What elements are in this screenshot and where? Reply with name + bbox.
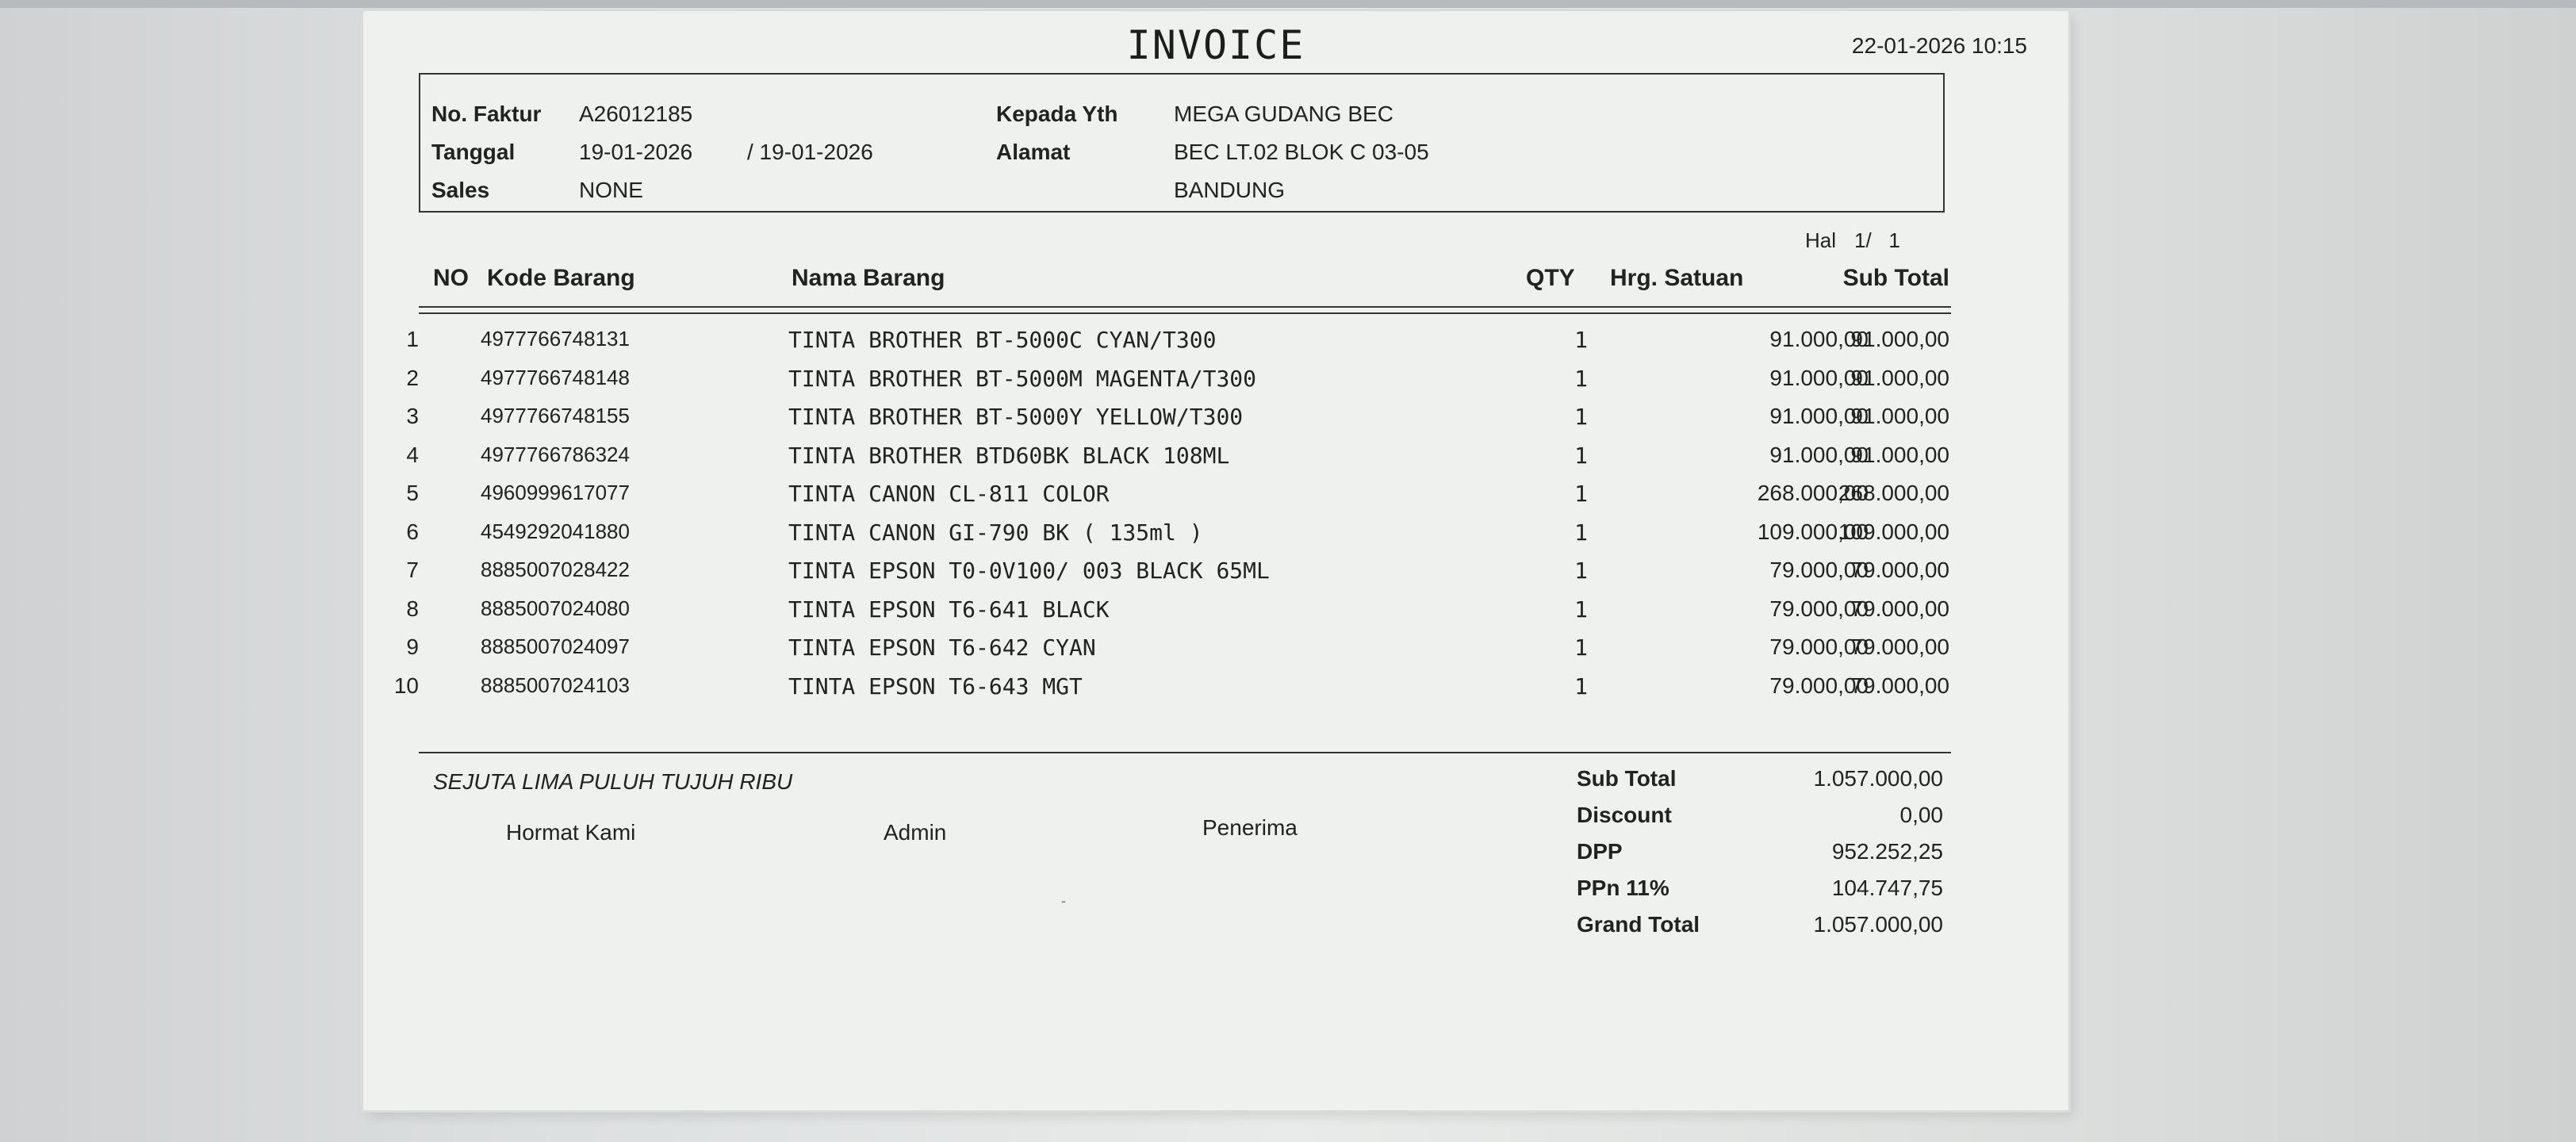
item-nama: TINTA BROTHER BT-5000M MAGENTA/T300 bbox=[788, 365, 1257, 392]
table-row bbox=[363, 366, 2068, 404]
item-no: 1 bbox=[406, 327, 419, 351]
tanggal-label: Tanggal bbox=[431, 140, 516, 164]
item-kode: 4977766786324 bbox=[481, 442, 630, 466]
item-harga: 91.000,00 bbox=[1769, 327, 1869, 351]
item-no: 3 bbox=[406, 404, 419, 428]
item-kode: 8885007024097 bbox=[481, 634, 630, 658]
invoice-title: INVOICE bbox=[1126, 22, 1305, 68]
alamat-label: Alamat bbox=[996, 140, 1071, 164]
item-nama: TINTA BROTHER BT-5000Y YELLOW/T300 bbox=[788, 404, 1244, 430]
print-timestamp: 22-01-2026 10:15 bbox=[1851, 33, 2027, 58]
item-nama: TINTA EPSON T6-641 BLACK bbox=[788, 596, 1110, 623]
ppn-value: 104.747,75 bbox=[1831, 876, 1943, 900]
item-qty: 1 bbox=[1574, 673, 1588, 699]
tanggal-value: 19-01-2026 bbox=[579, 140, 693, 164]
item-subtotal: 79.000,00 bbox=[1850, 673, 1949, 698]
table-header-rule-2 bbox=[419, 312, 1951, 314]
item-subtotal: 268.000,00 bbox=[1838, 481, 1949, 505]
grand-total-label: Grand Total bbox=[1577, 912, 1700, 937]
item-harga: 91.000,00 bbox=[1769, 365, 1869, 390]
item-no: 10 bbox=[393, 673, 419, 698]
item-harga: 109.000,00 bbox=[1757, 519, 1869, 544]
item-kode: 4549292041880 bbox=[481, 519, 630, 543]
signature-penerima: Penerima bbox=[1202, 815, 1298, 840]
item-nama: TINTA EPSON T0-0V100/ 003 BLACK 65ML bbox=[788, 558, 1270, 584]
item-kode: 8885007024103 bbox=[481, 673, 630, 697]
col-header-harga: Hrg. Satuan bbox=[1610, 265, 1744, 291]
kepada-label: Kepada Yth bbox=[996, 102, 1118, 126]
invoice-page bbox=[363, 11, 2068, 1110]
item-no: 7 bbox=[406, 558, 419, 582]
item-nama: TINTA CANON GI-790 BK ( 135ml ) bbox=[788, 519, 1203, 546]
discount-value: 0,00 bbox=[1899, 803, 1943, 827]
alamat-line-1: BEC LT.02 BLOK C 03-05 bbox=[1174, 140, 1429, 164]
item-qty: 1 bbox=[1574, 634, 1588, 661]
item-kode: 4977766748155 bbox=[481, 404, 630, 427]
sales-label: Sales bbox=[431, 178, 490, 202]
table-row bbox=[363, 519, 2068, 558]
col-header-no: NO bbox=[433, 265, 469, 291]
item-nama: TINTA EPSON T6-642 CYAN bbox=[788, 634, 1096, 661]
item-no: 9 bbox=[406, 634, 419, 659]
item-no: 4 bbox=[406, 442, 419, 467]
dpp-label: DPP bbox=[1577, 839, 1623, 864]
item-qty: 1 bbox=[1574, 519, 1588, 546]
table-row bbox=[363, 634, 2068, 673]
stray-mark: - bbox=[1061, 893, 1066, 909]
signature-hormat-kami: Hormat Kami bbox=[506, 820, 636, 845]
item-kode: 4977766748131 bbox=[481, 327, 630, 351]
page-number: 1/ 1 bbox=[1854, 228, 1900, 252]
item-kode: 8885007028422 bbox=[481, 558, 630, 581]
table-row bbox=[363, 443, 2068, 481]
item-no: 2 bbox=[406, 365, 419, 390]
discount-label: Discount bbox=[1577, 803, 1672, 827]
tanggal-due-value: / 19-01-2026 bbox=[747, 140, 873, 164]
col-header-nama: Nama Barang bbox=[792, 265, 945, 291]
item-harga: 79.000,00 bbox=[1769, 634, 1869, 659]
item-harga: 79.000,00 bbox=[1769, 596, 1869, 621]
item-qty: 1 bbox=[1574, 481, 1588, 507]
item-subtotal: 109.000,00 bbox=[1838, 519, 1949, 544]
item-subtotal: 91.000,00 bbox=[1850, 442, 1949, 467]
alamat-line-2: BANDUNG bbox=[1174, 178, 1286, 202]
item-subtotal: 91.000,00 bbox=[1850, 327, 1949, 351]
table-row bbox=[363, 481, 2068, 519]
no-faktur-label: No. Faktur bbox=[431, 102, 542, 126]
item-subtotal: 79.000,00 bbox=[1850, 596, 1949, 621]
item-harga: 268.000,00 bbox=[1757, 481, 1869, 505]
item-subtotal: 79.000,00 bbox=[1850, 558, 1949, 582]
item-no: 5 bbox=[406, 481, 419, 505]
item-qty: 1 bbox=[1574, 365, 1588, 392]
item-kode: 8885007024080 bbox=[481, 596, 630, 620]
item-qty: 1 bbox=[1574, 327, 1588, 353]
item-harga: 79.000,00 bbox=[1769, 673, 1869, 698]
table-row bbox=[363, 673, 2068, 711]
item-no: 6 bbox=[406, 519, 419, 544]
dpp-value: 952.252,25 bbox=[1831, 839, 1943, 864]
item-qty: 1 bbox=[1574, 558, 1588, 584]
table-header-rule-1 bbox=[419, 306, 1951, 308]
item-qty: 1 bbox=[1574, 442, 1588, 469]
item-harga: 91.000,00 bbox=[1769, 442, 1869, 467]
col-header-kode: Kode Barang bbox=[487, 265, 635, 291]
item-nama: TINTA EPSON T6-643 MGT bbox=[788, 673, 1083, 699]
sales-value: NONE bbox=[579, 178, 643, 202]
ppn-label: PPn 11% bbox=[1577, 876, 1669, 900]
invoice-header-box bbox=[419, 73, 1945, 213]
no-faktur-value: A26012185 bbox=[579, 102, 693, 126]
item-nama: TINTA BROTHER BT-5000C CYAN/T300 bbox=[788, 327, 1217, 353]
item-kode: 4977766748148 bbox=[481, 365, 630, 389]
signature-admin: Admin bbox=[884, 820, 947, 845]
monitor-bezel bbox=[0, 0, 2576, 8]
amount-in-words: SEJUTA LIMA PULUH TUJUH RIBU bbox=[433, 769, 793, 794]
col-header-qty: QTY bbox=[1526, 265, 1575, 291]
item-no: 8 bbox=[406, 596, 419, 621]
item-qty: 1 bbox=[1574, 404, 1588, 430]
item-subtotal: 79.000,00 bbox=[1850, 634, 1949, 659]
kepada-value: MEGA GUDANG BEC bbox=[1174, 102, 1393, 126]
table-row bbox=[363, 558, 2068, 596]
table-row bbox=[363, 404, 2068, 442]
item-harga: 91.000,00 bbox=[1769, 404, 1869, 428]
item-nama: TINTA BROTHER BTD60BK BLACK 108ML bbox=[788, 442, 1230, 469]
table-row bbox=[363, 596, 2068, 634]
table-row bbox=[363, 327, 2068, 365]
item-subtotal: 91.000,00 bbox=[1850, 365, 1949, 390]
item-nama: TINTA CANON CL-811 COLOR bbox=[788, 481, 1110, 507]
item-qty: 1 bbox=[1574, 596, 1588, 623]
item-kode: 4960999617077 bbox=[481, 481, 630, 504]
subtotal-label: Sub Total bbox=[1577, 766, 1677, 791]
grand-total-value: 1.057.000,00 bbox=[1813, 912, 1943, 937]
col-header-subtotal: Sub Total bbox=[1842, 265, 1949, 291]
item-harga: 79.000,00 bbox=[1769, 558, 1869, 582]
item-subtotal: 91.000,00 bbox=[1850, 404, 1949, 428]
page-label: Hal bbox=[1805, 228, 1837, 252]
subtotal-value: 1.057.000,00 bbox=[1813, 766, 1943, 791]
table-footer-rule bbox=[419, 752, 1951, 753]
